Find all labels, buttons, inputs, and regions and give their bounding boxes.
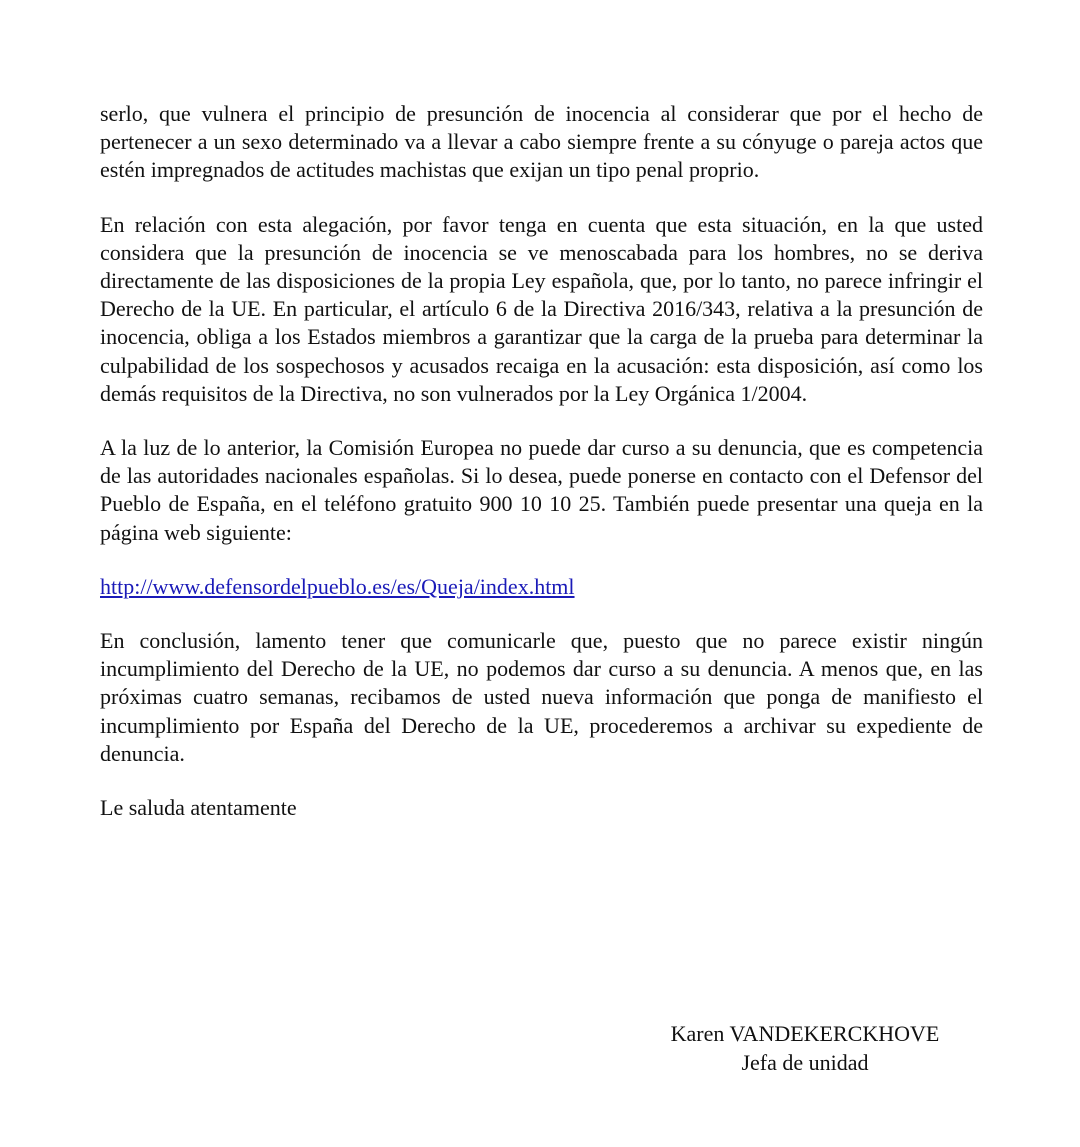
paragraph-presumption-argument: serlo, que vulnera el principio de presunción de inocencia al considerar que por el hecho de pertenecer a un sexo determinado va a llevar a cabo siempre frente a su cónyuge o pareja actos que estén impregnados de actitudes machistas que exijan un tipo penal proprio.: [100, 101, 983, 183]
signatory-name: Karen VANDEKERCKHOVE: [670, 1021, 940, 1046]
closing-salutation: Le saluda atentamente: [100, 795, 297, 821]
complaint-link-line: [100, 573, 983, 601]
signatory-title: Jefa de unidad: [741, 1049, 869, 1075]
paragraph-directive-response: En relación con esta alegación, por favor tenga en cuenta que esta situación, en la que usted considera que la presunción de inocencia se ve menoscabada para los hombres, no se deriva directamente de las disposiciones de la propia Ley española, que, por lo tanto, no parece infringir el Derecho de la UE. En particular, el artículo 6 de la Directiva 2016/343, relativa a la presunción de inocencia, obliga a los Estados miembros a garantizar que la carga de la prueba para determinar la culpabilidad de los sospechosos y acusados recaiga en la acusación: esta disposición, así como los demás requisitos de la Directiva, no son vulnerados por la Ley Orgánica 1/2004.: [100, 211, 983, 406]
ombudsman-complaint-link[interactable]: http://www.defensordelpueblo.es/es/Queja/index.html: [100, 573, 575, 599]
signature-block: [630, 1020, 980, 1077]
letter-body: [100, 100, 983, 848]
paragraph-conclusion: En conclusión, lamento tener que comunicarle que, puesto que no parece existir ningún incumplimiento del Derecho de la UE, no podemos dar curso a su denuncia. A menos que, en las próximas cuatro semanas, recibamos de usted nueva información que ponga de manifiesto el incumplimiento por España del Derecho de la UE, procederemos a archivar su expediente de denuncia.: [100, 628, 983, 766]
paragraph-ombudsman-referral: A la luz de lo anterior, la Comisión Europea no puede dar curso a su denuncia, que es competencia de las autoridades nacionales españolas. Si lo desea, puede ponerse en contacto con el Defensor del Pueblo de España, en el teléfono gratuito 900 10 10 25. También puede presentar una queja en la página web siguiente:: [100, 435, 983, 545]
